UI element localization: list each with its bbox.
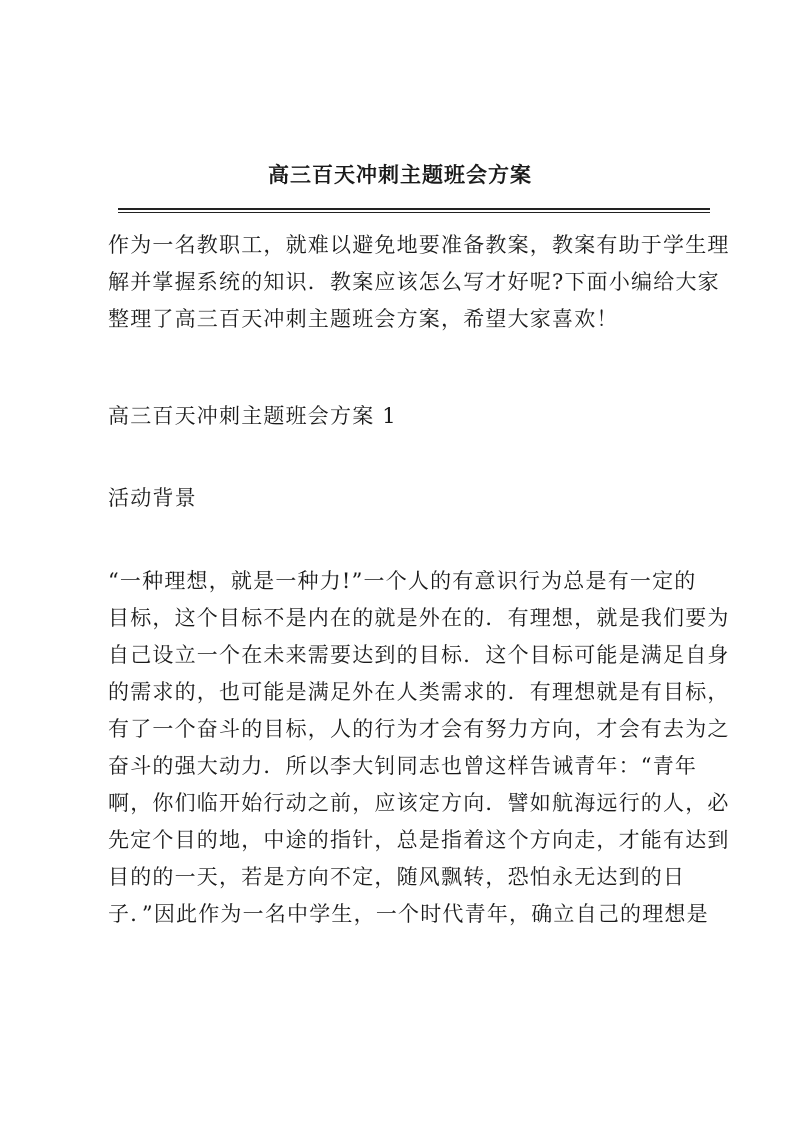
body-line: 自己设立一个在未来需要达到的目标．这个目标可能是满足自身 [108,643,730,667]
body-line: 目的的一天，若是方向不定，随风飘转，恐怕永无达到的日 [108,865,686,889]
section-heading-text: 高三百天冲刺主题班会方案 1 [108,404,397,428]
title-divider-thin [118,212,710,213]
intro-paragraph [108,227,730,338]
sub-heading-text: 活动背景 [108,486,197,510]
body-line: 子．”因此作为一名中学生，一个时代青年，确立自己的理想是 [108,902,709,926]
intro-line: 解并掌握系统的知识．教案应该怎么写才好呢?下面小编给大家 [108,270,720,294]
body-line: 有了一个奋斗的目标，人的行为才会有努力方向，才会有去为之 [108,717,730,741]
body-line: 的需求的，也可能是满足外在人类需求的．有理想就是有目标， [108,680,730,704]
title-divider-thick [118,208,710,210]
body-line: 啊，你们临开始行动之前，应该定方向．譬如航海远行的人，必 [108,791,730,815]
body-line: 奋斗的强大动力．所以李大钊同志也曾这样告诫青年：“青年 [108,754,698,778]
body-line: “一种理想，就是一种力!”一个人的有意识行为总是有一定的 [108,569,697,593]
section-heading [108,398,708,435]
sub-heading [108,480,708,517]
body-paragraph [108,563,730,933]
intro-line: 作为一名教职工，就难以避免地要准备教案，教案有助于学生理 [108,233,730,257]
body-line: 目标，这个目标不是内在的就是外在的．有理想，就是我们要为 [108,606,730,630]
intro-line: 整理了高三百天冲刺主题班会方案，希望大家喜欢！ [108,307,619,331]
document-title: 高三百天冲刺主题班会方案 [268,162,532,187]
body-line: 先定个目的地，中途的指针，总是指着这个方向走，才能有达到 [108,828,730,852]
